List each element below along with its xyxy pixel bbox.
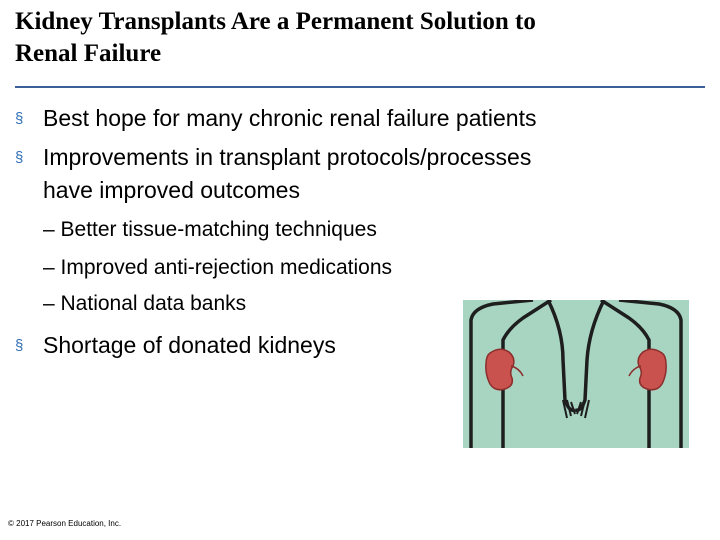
sub-bullet: – Better tissue-matching techniques xyxy=(43,218,377,241)
title-divider xyxy=(15,86,705,88)
bullet-text: Best hope for many chronic renal failure patients xyxy=(43,105,537,131)
bullet-marker-icon: § xyxy=(15,337,24,354)
bullet-marker-icon: § xyxy=(15,149,24,166)
slide-title xyxy=(15,6,705,70)
bullet-text: Improvements in transplant protocols/processes xyxy=(43,144,532,170)
title-line-2: Renal Failure xyxy=(15,40,162,67)
bullet-text: have improved outcomes xyxy=(43,177,300,203)
kidney-bodies-illustration xyxy=(463,300,689,448)
copyright-footer: © 2017 Pearson Education, Inc. xyxy=(8,519,122,528)
sub-bullet: – National data banks xyxy=(43,292,247,315)
bullet-marker-icon: § xyxy=(15,110,24,127)
title-line-1: Kidney Transplants Are a Permanent Solution to xyxy=(15,8,536,35)
sub-bullet: – Improved anti-rejection medications xyxy=(43,256,393,279)
bullet-text: Shortage of donated kidneys xyxy=(43,332,336,358)
